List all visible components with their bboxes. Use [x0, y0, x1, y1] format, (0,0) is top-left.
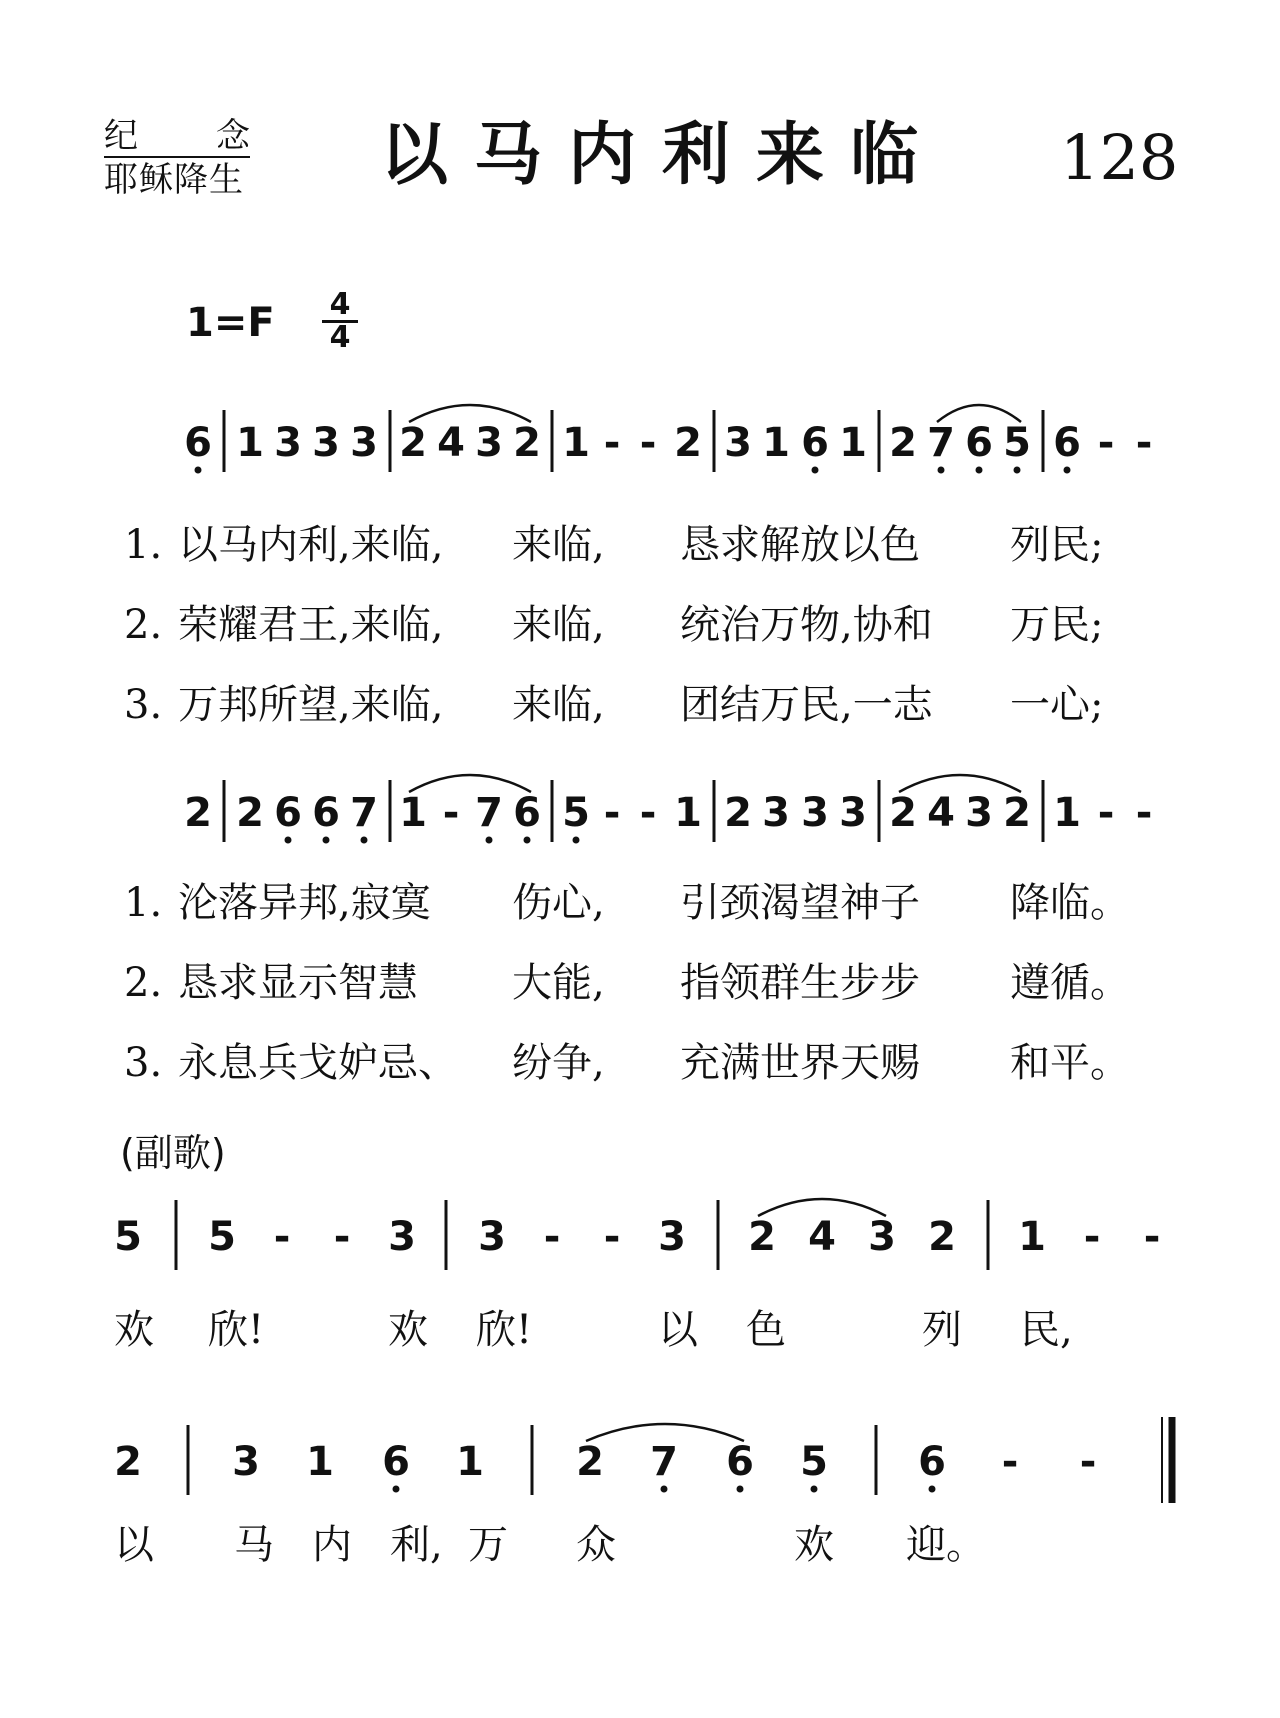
lyric-segment: 恳求解放以色 — [680, 522, 920, 568]
note: 5 — [208, 1214, 236, 1260]
lyric-segment: 恳求显示智慧 — [178, 960, 418, 1006]
lyric-segment: 以马内利,来临, — [178, 522, 444, 568]
lyric-segment: 民, — [1020, 1307, 1073, 1353]
lyric-segment: 降临。 — [1010, 880, 1130, 926]
note: 4 — [927, 790, 955, 836]
lyric-segment: 团结万民,一志 — [680, 682, 933, 728]
note: 6 — [513, 790, 541, 836]
lyric-segment: 永息兵戈妒忌、 — [178, 1040, 458, 1086]
chorus-lyrics-row-1 — [0, 1305, 1280, 1365]
note: 6 — [801, 420, 829, 466]
hymn-title: 以马内利来临 — [380, 116, 945, 195]
lyric-segment: 万民; — [1010, 602, 1104, 648]
low-octave-dot — [661, 1486, 668, 1493]
low-octave-dot — [812, 467, 819, 474]
note: 7 — [350, 790, 378, 836]
low-octave-dot — [938, 467, 945, 474]
note: 3 — [350, 420, 378, 466]
note: 2 — [1003, 790, 1031, 836]
lyric-segment: 来临, — [512, 602, 605, 648]
lyric-segment: 色 — [746, 1307, 786, 1353]
lyric-segment: 万邦所望,来临, — [178, 682, 444, 728]
lyric-segment: 伤心, — [512, 880, 605, 926]
lyric-segment: 以 — [114, 1522, 154, 1568]
note: 1 — [306, 1439, 334, 1485]
lyric-segment: 内 — [312, 1522, 352, 1568]
lyric-segment: 以 — [658, 1307, 698, 1353]
note: 1 — [674, 790, 702, 836]
note: 6 — [184, 420, 212, 466]
lyric-segment: 列 — [922, 1307, 962, 1353]
note: 3 — [868, 1214, 896, 1260]
note: 3 — [475, 420, 503, 466]
low-octave-dot — [524, 837, 531, 844]
note: 6 — [382, 1439, 410, 1485]
note: 2 — [576, 1439, 604, 1485]
lyric-segment: 沦落异邦,寂寞 — [178, 880, 431, 926]
low-octave-dot — [285, 837, 292, 844]
note: 1 — [762, 420, 790, 466]
lyric-segment: 2. — [124, 960, 163, 1006]
note: 5 — [1003, 420, 1031, 466]
note: 3 — [274, 420, 302, 466]
note: 6 — [1053, 420, 1081, 466]
dash-extension: - — [639, 790, 657, 836]
low-octave-dot — [393, 1486, 400, 1493]
verse3-lyrics-row-2 — [0, 1038, 1280, 1098]
note: 3 — [388, 1214, 416, 1260]
lyric-segment: 欢 — [794, 1522, 834, 1568]
note: 2 — [889, 790, 917, 836]
lyric-segment: 指领群生步步 — [680, 960, 920, 1006]
note: 2 — [928, 1214, 956, 1260]
verse-music-line-2 — [0, 780, 1280, 850]
dash-extension: - — [603, 420, 621, 466]
note: 3 — [724, 420, 752, 466]
verse1-lyrics-row-1 — [0, 520, 1280, 580]
time-signature — [322, 287, 358, 355]
note: 1 — [839, 420, 867, 466]
low-octave-dot — [1014, 467, 1021, 474]
verse1-lyrics-row-2 — [0, 878, 1280, 938]
note: 2 — [184, 790, 212, 836]
lyric-segment: 和平。 — [1010, 1040, 1130, 1086]
time-signature-top: 4 — [322, 290, 358, 323]
lyric-segment: 3. — [124, 682, 163, 728]
note: 3 — [312, 420, 340, 466]
note: 6 — [726, 1439, 754, 1485]
lyric-segment: 迎。 — [906, 1522, 986, 1568]
lyric-segment: 大能, — [512, 960, 605, 1006]
chorus-label: (副歌) — [120, 1131, 226, 1175]
dash-extension: - — [1001, 1439, 1019, 1485]
note: 4 — [437, 420, 465, 466]
note: 1 — [236, 420, 264, 466]
lyric-segment: 一心; — [1010, 682, 1104, 728]
note: 3 — [658, 1214, 686, 1260]
key-signature: 1=F — [186, 300, 275, 346]
dash-extension: - — [1143, 1214, 1161, 1260]
low-octave-dot — [737, 1486, 744, 1493]
dash-extension: - — [442, 790, 460, 836]
lyric-segment: 来临, — [512, 522, 605, 568]
note: 6 — [312, 790, 340, 836]
chorus-music-line-2 — [0, 1425, 1280, 1505]
note: 6 — [965, 420, 993, 466]
chorus-lyrics-row-2 — [0, 1520, 1280, 1580]
note: 1 — [1053, 790, 1081, 836]
lyric-segment: 遵循。 — [1010, 960, 1130, 1006]
verse-music-line-1 — [0, 410, 1280, 480]
dash-extension: - — [273, 1214, 291, 1260]
dash-extension: - — [1135, 790, 1153, 836]
dash-extension: - — [1097, 790, 1115, 836]
dash-extension: - — [603, 1214, 621, 1260]
note: 2 — [513, 420, 541, 466]
lyric-segment: 来临, — [512, 682, 605, 728]
low-octave-dot — [811, 1486, 818, 1493]
note: 3 — [232, 1439, 260, 1485]
note: 2 — [399, 420, 427, 466]
verse2-lyrics-row-1 — [0, 600, 1280, 660]
chorus-music-line-1 — [0, 1200, 1280, 1280]
note: 5 — [114, 1214, 142, 1260]
note: 1 — [562, 420, 590, 466]
lyric-segment: 1. — [124, 880, 163, 926]
dash-extension: - — [1079, 1439, 1097, 1485]
note: 3 — [478, 1214, 506, 1260]
dash-extension: - — [1097, 420, 1115, 466]
low-octave-dot — [195, 467, 202, 474]
low-octave-dot — [486, 837, 493, 844]
note: 1 — [1018, 1214, 1046, 1260]
dash-extension: - — [333, 1214, 351, 1260]
lyric-segment: 马 — [234, 1522, 274, 1568]
lyric-segment: 2. — [124, 602, 163, 648]
time-signature-bottom: 4 — [329, 320, 351, 355]
low-octave-dot — [929, 1486, 936, 1493]
lyric-segment: 欣! — [208, 1307, 265, 1353]
hymn-number: 128 — [1060, 121, 1179, 194]
verse3-lyrics-row-1 — [0, 680, 1280, 740]
note: 7 — [475, 790, 503, 836]
dash-extension: - — [603, 790, 621, 836]
low-octave-dot — [976, 467, 983, 474]
note: 1 — [456, 1439, 484, 1485]
lyric-segment: 欣! — [476, 1307, 533, 1353]
dash-extension: - — [1135, 420, 1153, 466]
note: 7 — [927, 420, 955, 466]
note: 2 — [889, 420, 917, 466]
lyric-segment: 列民; — [1010, 522, 1104, 568]
note: 3 — [965, 790, 993, 836]
lyric-segment: 利, — [390, 1522, 443, 1568]
note: 5 — [800, 1439, 828, 1485]
note: 2 — [114, 1439, 142, 1485]
note: 3 — [801, 790, 829, 836]
dash-extension: - — [1083, 1214, 1101, 1260]
note: 1 — [399, 790, 427, 836]
note: 2 — [236, 790, 264, 836]
lyric-segment: 充满世界天赐 — [680, 1040, 920, 1086]
note: 2 — [748, 1214, 776, 1260]
low-octave-dot — [573, 837, 580, 844]
lyric-segment: 3. — [124, 1040, 163, 1086]
verse2-lyrics-row-2 — [0, 958, 1280, 1018]
note: 4 — [808, 1214, 836, 1260]
low-octave-dot — [323, 837, 330, 844]
occasion-char-1: 纪 — [104, 116, 138, 156]
dash-extension: - — [543, 1214, 561, 1260]
low-octave-dot — [361, 837, 368, 844]
lyric-segment: 引颈渴望神子 — [680, 880, 920, 926]
lyric-segment: 1. — [124, 522, 163, 568]
lyric-segment: 统治万物,协和 — [680, 602, 933, 648]
lyric-segment: 万 — [468, 1522, 508, 1568]
note: 3 — [839, 790, 867, 836]
note: 3 — [762, 790, 790, 836]
note: 2 — [724, 790, 752, 836]
occasion-char-2: 念 — [216, 116, 250, 156]
lyric-segment: 纷争, — [512, 1040, 605, 1086]
lyric-segment: 荣耀君王,来临, — [178, 602, 444, 648]
lyric-segment: 欢 — [388, 1307, 428, 1353]
lyric-segment: 欢 — [114, 1307, 154, 1353]
note: 6 — [274, 790, 302, 836]
note: 2 — [674, 420, 702, 466]
occasion-label-bottom: 耶稣降生 — [104, 160, 244, 200]
note: 5 — [562, 790, 590, 836]
low-octave-dot — [1064, 467, 1071, 474]
dash-extension: - — [639, 420, 657, 466]
note: 6 — [918, 1439, 946, 1485]
note: 7 — [650, 1439, 678, 1485]
occasion-label-top — [104, 116, 250, 158]
lyric-segment: 众 — [576, 1522, 616, 1568]
